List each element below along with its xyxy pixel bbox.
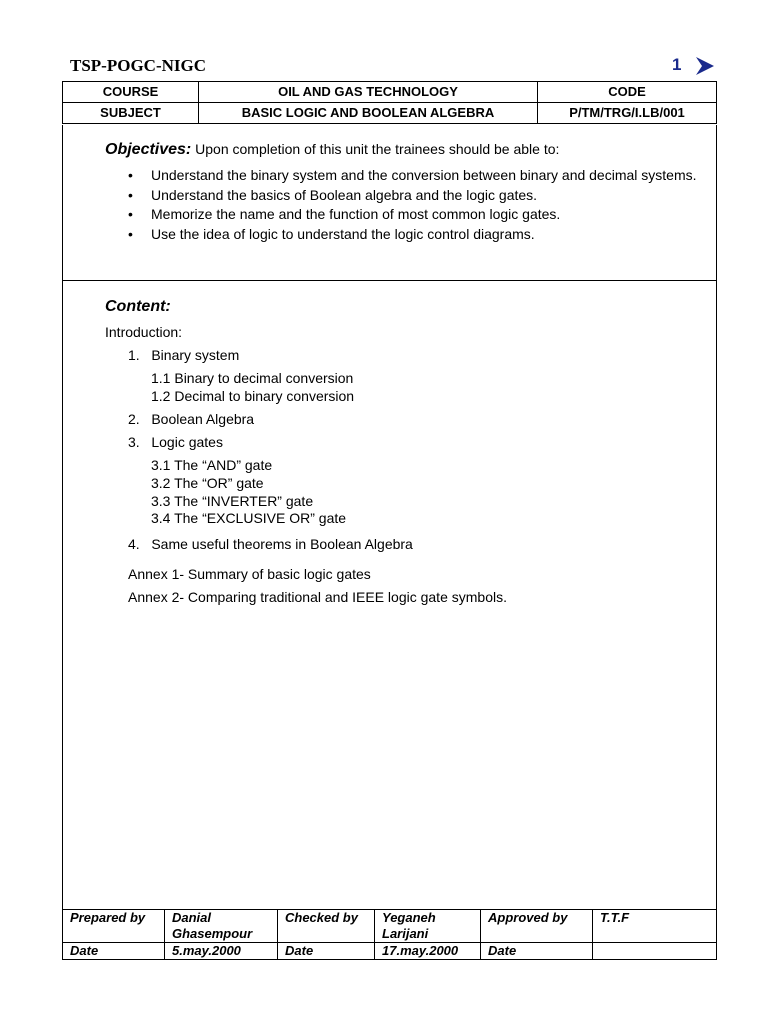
approved-date-value <box>593 943 717 960</box>
page-number: 1 <box>672 55 682 74</box>
objective-item <box>128 226 697 246</box>
course-label: COURSE <box>63 82 199 103</box>
bullet-icon: • <box>128 206 133 222</box>
prepared-by-label: Prepared by <box>63 910 165 943</box>
objectives-intro: Upon completion of this unit the trainees should be able to: <box>195 141 560 157</box>
course-row <box>63 82 717 103</box>
annex-1: Annex 1- Summary of basic logic gates <box>128 566 371 582</box>
bullet-icon: • <box>128 186 133 203</box>
bullet-icon: • <box>128 225 133 242</box>
content-subsection-3-1: 3.1 The “AND” gate <box>151 457 273 473</box>
approved-date-label: Date <box>481 943 593 960</box>
objective-item <box>128 167 697 187</box>
objective-text: Understand the basics of Boolean algebra and the logic gates. <box>151 186 538 203</box>
approved-by-value: T.T.F <box>593 910 717 943</box>
content-section-1: 1. Binary system <box>128 347 240 363</box>
document-header-table <box>62 81 717 124</box>
objective-item <box>128 187 697 207</box>
course-value: OIL AND GAS TECHNOLOGY <box>199 82 538 103</box>
approval-table <box>62 909 717 960</box>
annex-2: Annex 2- Comparing traditional and IEEE logic gate symbols. <box>128 589 507 605</box>
content-section-4: 4. Same useful theorems in Boolean Algebra <box>128 536 413 552</box>
checked-by-value: Yeganeh Larijani <box>375 910 481 943</box>
content-subsection-3-2: 3.2 The “OR” gate <box>151 475 264 491</box>
objectives-list <box>128 167 697 245</box>
bullet-icon: • <box>128 167 133 183</box>
section-divider <box>62 280 716 281</box>
objective-text: Understand the binary system and the conversion between binary and decimal systems. <box>151 167 697 183</box>
objective-item <box>128 206 697 226</box>
organization-code: TSP-POGC-NIGC <box>70 56 206 75</box>
checked-by-label: Checked by <box>278 910 375 943</box>
subject-label: SUBJECT <box>63 103 199 124</box>
objectives-heading <box>105 141 559 159</box>
approved-by-label: Approved by <box>481 910 593 943</box>
subject-row <box>63 103 717 124</box>
prepared-date-label: Date <box>63 943 165 960</box>
content-intro: Introduction: <box>105 324 183 340</box>
subject-value: BASIC LOGIC AND BOOLEAN ALGEBRA <box>199 103 538 124</box>
objective-text: Use the idea of logic to understand the logic control diagrams. <box>151 225 535 242</box>
prepared-date-value: 5.may.2000 <box>165 943 278 960</box>
content-subsection-1-1: 1.1 Binary to decimal conversion <box>151 370 354 386</box>
code-label: CODE <box>538 82 717 103</box>
content-subsection-3-3: 3.3 The “INVERTER” gate <box>151 493 314 509</box>
checked-date-value: 17.may.2000 <box>375 943 481 960</box>
code-value: P/TM/TRG/I.LB/001 <box>538 103 717 124</box>
checked-date-label: Date <box>278 943 375 960</box>
content-subsection-1-2: 1.2 Decimal to binary conversion <box>151 388 355 404</box>
content-subsection-3-4: 3.4 The “EXCLUSIVE OR” gate <box>151 510 347 526</box>
objective-text: Memorize the name and the function of most common logic gates. <box>151 206 561 222</box>
objectives-title: Objectives: <box>105 141 192 158</box>
date-row <box>63 943 717 960</box>
content-section-2: 2. Boolean Algebra <box>128 411 255 427</box>
content-heading: Content: <box>105 298 171 315</box>
approval-row <box>63 910 717 943</box>
prepared-by-value: Danial Ghasempour <box>165 910 278 943</box>
arrow-right-icon <box>694 55 716 77</box>
content-section-3: 3. Logic gates <box>128 434 223 450</box>
